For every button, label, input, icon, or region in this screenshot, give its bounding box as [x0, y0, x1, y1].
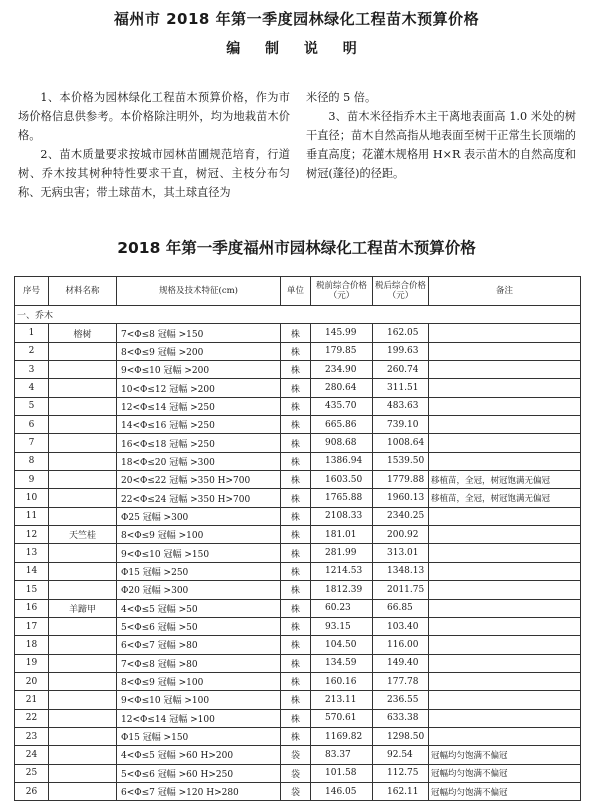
post-tax-price: 313.01: [373, 544, 429, 562]
remark-cell: [429, 617, 581, 635]
row-number: 1: [15, 324, 49, 342]
unit-cell: 株: [281, 379, 311, 397]
remark-cell: [429, 562, 581, 580]
spec-cell: 20<Φ≤22 冠幅 >350 H>700: [117, 471, 281, 489]
spec-cell: 4<Φ≤5 冠幅 >60 H>200: [117, 746, 281, 764]
spec-cell: 6<Φ≤7 冠幅 >120 H>280: [117, 782, 281, 800]
material-name: [49, 636, 117, 654]
spec-cell: 12<Φ≤14 冠幅 >100: [117, 709, 281, 727]
table-row: [15, 617, 581, 635]
table-row: [15, 452, 581, 470]
notes-left-column: [18, 88, 290, 202]
material-name: [49, 727, 117, 745]
material-name: [49, 397, 117, 415]
remark-cell: [429, 636, 581, 654]
row-number: 10: [15, 489, 49, 507]
remark-cell: [429, 416, 581, 434]
table-row: [15, 709, 581, 727]
table-title: 2018 年第一季度福州市园林绿化工程苗木预算价格: [117, 239, 476, 257]
pre-tax-price: 234.90: [311, 361, 373, 379]
col-header-pre-tax: 税前综合价格（元）: [311, 277, 373, 306]
unit-cell: 株: [281, 544, 311, 562]
unit-cell: 株: [281, 636, 311, 654]
post-tax-price: 1539.50: [373, 452, 429, 470]
pre-tax-price: 570.61: [311, 709, 373, 727]
spec-cell: Φ25 冠幅 >300: [117, 507, 281, 525]
material-name: [49, 782, 117, 800]
post-tax-price: 1960.13: [373, 489, 429, 507]
material-name: [49, 471, 117, 489]
spec-cell: 10<Φ≤12 冠幅 >200: [117, 379, 281, 397]
table-row: [15, 562, 581, 580]
material-name: 天竺桂: [49, 526, 117, 544]
post-tax-price: 311.51: [373, 379, 429, 397]
remark-cell: [429, 727, 581, 745]
unit-cell: 株: [281, 452, 311, 470]
table-row: [15, 324, 581, 342]
post-tax-price: 1348.13: [373, 562, 429, 580]
unit-cell: 株: [281, 562, 311, 580]
spec-cell: 4<Φ≤5 冠幅 >50: [117, 599, 281, 617]
table-row: [15, 471, 581, 489]
unit-cell: 株: [281, 361, 311, 379]
post-tax-price: 149.40: [373, 654, 429, 672]
table-row: [15, 599, 581, 617]
table-row: [15, 782, 581, 800]
pre-tax-price: 60.23: [311, 599, 373, 617]
post-tax-price: 66.85: [373, 599, 429, 617]
spec-cell: Φ20 冠幅 >300: [117, 581, 281, 599]
unit-cell: 株: [281, 654, 311, 672]
unit-cell: 株: [281, 617, 311, 635]
pre-tax-price: 104.50: [311, 636, 373, 654]
row-number: 7: [15, 434, 49, 452]
post-tax-price: 1008.64: [373, 434, 429, 452]
spec-cell: 8<Φ≤9 冠幅 >100: [117, 526, 281, 544]
price-table: [14, 276, 581, 801]
col-header-post-tax: 税后综合价格（元）: [373, 277, 429, 306]
spec-cell: 16<Φ≤18 冠幅 >250: [117, 434, 281, 452]
unit-cell: 株: [281, 507, 311, 525]
pre-tax-price: 179.85: [311, 342, 373, 360]
pre-tax-price: 281.99: [311, 544, 373, 562]
row-number: 26: [15, 782, 49, 800]
table-row: [15, 636, 581, 654]
table-row: [15, 434, 581, 452]
pre-tax-price: 280.64: [311, 379, 373, 397]
notes-right-column: [306, 88, 576, 183]
pre-tax-price: 1214.53: [311, 562, 373, 580]
unit-cell: 袋: [281, 746, 311, 764]
row-number: 9: [15, 471, 49, 489]
material-name: [49, 562, 117, 580]
note-paragraph-3: 3、苗木米径指乔木主干离地表面高 1.0 米处的树干直径；苗木自然高指从地表面至树干正常生长顶端的垂直高度；花灌木规格用 H×R 表示苗木的自然高度和树冠(蓬径)的径距。: [306, 110, 576, 180]
table-row: [15, 764, 581, 782]
post-tax-price: 177.78: [373, 672, 429, 690]
post-tax-price: 483.63: [373, 397, 429, 415]
spec-cell: 8<Φ≤9 冠幅 >100: [117, 672, 281, 690]
pre-tax-price: 181.01: [311, 526, 373, 544]
pre-tax-price: 146.05: [311, 782, 373, 800]
row-number: 2: [15, 342, 49, 360]
remark-cell: 冠幅均匀饱满不偏冠: [429, 764, 581, 782]
row-number: 21: [15, 691, 49, 709]
post-tax-price: 162.11: [373, 782, 429, 800]
table-header-row: [15, 277, 581, 306]
table-row: [15, 397, 581, 415]
remark-cell: [429, 507, 581, 525]
note-paragraph-2-continued: 米径的 5 倍。: [306, 91, 377, 104]
row-number: 3: [15, 361, 49, 379]
spec-cell: 8<Φ≤9 冠幅 >200: [117, 342, 281, 360]
unit-cell: 袋: [281, 782, 311, 800]
table-row: [15, 342, 581, 360]
spec-cell: 7<Φ≤8 冠幅 >80: [117, 654, 281, 672]
material-name: [49, 617, 117, 635]
remark-cell: 冠幅均匀饱满不偏冠: [429, 782, 581, 800]
row-number: 18: [15, 636, 49, 654]
remark-cell: [429, 379, 581, 397]
unit-cell: 株: [281, 526, 311, 544]
row-number: 14: [15, 562, 49, 580]
spec-cell: 7<Φ≤8 冠幅 >150: [117, 324, 281, 342]
pre-tax-price: 435.70: [311, 397, 373, 415]
spec-cell: 12<Φ≤14 冠幅 >250: [117, 397, 281, 415]
pre-tax-price: 1169.82: [311, 727, 373, 745]
category-label: 一、乔木: [15, 306, 581, 324]
table-row: [15, 746, 581, 764]
remark-cell: [429, 342, 581, 360]
remark-cell: [429, 526, 581, 544]
unit-cell: 株: [281, 342, 311, 360]
spec-cell: 5<Φ≤6 冠幅 >60 H>250: [117, 764, 281, 782]
spec-cell: 6<Φ≤7 冠幅 >80: [117, 636, 281, 654]
remark-cell: [429, 452, 581, 470]
post-tax-price: 199.63: [373, 342, 429, 360]
remark-cell: [429, 397, 581, 415]
material-name: [49, 361, 117, 379]
unit-cell: 株: [281, 691, 311, 709]
unit-cell: 株: [281, 709, 311, 727]
row-number: 5: [15, 397, 49, 415]
spec-cell: 9<Φ≤10 冠幅 >150: [117, 544, 281, 562]
row-number: 8: [15, 452, 49, 470]
post-tax-price: 739.10: [373, 416, 429, 434]
unit-cell: 袋: [281, 764, 311, 782]
pre-tax-price: 2108.33: [311, 507, 373, 525]
table-row: [15, 672, 581, 690]
table-row: [15, 507, 581, 525]
spec-cell: 5<Φ≤6 冠幅 >50: [117, 617, 281, 635]
remark-cell: [429, 691, 581, 709]
spec-cell: Φ15 冠幅 >150: [117, 727, 281, 745]
note-paragraph-2: 2、苗木质量要求按城市园林苗圃规范培育，行道树、乔木按其树种特性要求干直，树冠、主枝分布匀称、无病虫害；带土球苗木，其土球直径为: [18, 148, 290, 199]
material-name: [49, 434, 117, 452]
table-row: [15, 544, 581, 562]
col-header-no: 序号: [15, 277, 49, 306]
row-number: 22: [15, 709, 49, 727]
table-row: [15, 691, 581, 709]
row-number: 15: [15, 581, 49, 599]
row-number: 25: [15, 764, 49, 782]
pre-tax-price: 134.59: [311, 654, 373, 672]
pre-tax-price: 1386.94: [311, 452, 373, 470]
unit-cell: 株: [281, 581, 311, 599]
remark-cell: 移植苗，全冠，树冠饱满无偏冠: [429, 489, 581, 507]
note-paragraph-1: 1、本价格为园林绿化工程苗木预算价格，作为市场价格信息供参考。本价格除注明外，均为地栽苗木价格。: [18, 91, 290, 142]
pre-tax-price: 160.16: [311, 672, 373, 690]
table-row: [15, 489, 581, 507]
post-tax-price: 236.55: [373, 691, 429, 709]
material-name: [49, 452, 117, 470]
post-tax-price: 92.54: [373, 746, 429, 764]
spec-cell: 22<Φ≤24 冠幅 >350 H>700: [117, 489, 281, 507]
material-name: 榕树: [49, 324, 117, 342]
pre-tax-price: 665.86: [311, 416, 373, 434]
remark-cell: [429, 581, 581, 599]
table-row: [15, 654, 581, 672]
post-tax-price: 162.05: [373, 324, 429, 342]
pre-tax-price: 101.58: [311, 764, 373, 782]
material-name: [49, 654, 117, 672]
row-number: 12: [15, 526, 49, 544]
category-row: [15, 306, 581, 324]
pre-tax-price: 213.11: [311, 691, 373, 709]
spec-cell: 14<Φ≤16 冠幅 >250: [117, 416, 281, 434]
unit-cell: 株: [281, 416, 311, 434]
post-tax-price: 260.74: [373, 361, 429, 379]
pre-tax-price: 145.99: [311, 324, 373, 342]
post-tax-price: 2340.25: [373, 507, 429, 525]
table-row: [15, 526, 581, 544]
material-name: [49, 764, 117, 782]
material-name: [49, 746, 117, 764]
post-tax-price: 1779.88: [373, 471, 429, 489]
remark-cell: [429, 434, 581, 452]
material-name: [49, 507, 117, 525]
pre-tax-price: 908.68: [311, 434, 373, 452]
post-tax-price: 116.00: [373, 636, 429, 654]
remark-cell: [429, 361, 581, 379]
row-number: 19: [15, 654, 49, 672]
material-name: 羊蹄甲: [49, 599, 117, 617]
remark-cell: [429, 709, 581, 727]
col-header-spec: 规格及技术特征(cm): [117, 277, 281, 306]
material-name: [49, 544, 117, 562]
post-tax-price: 1298.50: [373, 727, 429, 745]
document-title: 福州市 2018 年第一季度园林绿化工程苗木预算价格: [113, 10, 480, 28]
col-header-name: 材料名称: [49, 277, 117, 306]
pre-tax-price: 1603.50: [311, 471, 373, 489]
row-number: 6: [15, 416, 49, 434]
table-row: [15, 581, 581, 599]
row-number: 20: [15, 672, 49, 690]
remark-cell: [429, 672, 581, 690]
document-subtitle: 编 制 说 明: [226, 41, 367, 57]
spec-cell: 9<Φ≤10 冠幅 >100: [117, 691, 281, 709]
remark-cell: [429, 654, 581, 672]
row-number: 11: [15, 507, 49, 525]
material-name: [49, 342, 117, 360]
remark-cell: 移植苗，全冠，树冠饱满无偏冠: [429, 471, 581, 489]
material-name: [49, 672, 117, 690]
row-number: 16: [15, 599, 49, 617]
remark-cell: 冠幅均匀饱满不偏冠: [429, 746, 581, 764]
row-number: 4: [15, 379, 49, 397]
col-header-unit: 单位: [281, 277, 311, 306]
material-name: [49, 691, 117, 709]
unit-cell: 株: [281, 434, 311, 452]
material-name: [49, 416, 117, 434]
post-tax-price: 112.75: [373, 764, 429, 782]
pre-tax-price: 83.37: [311, 746, 373, 764]
post-tax-price: 103.40: [373, 617, 429, 635]
table-row: [15, 416, 581, 434]
pre-tax-price: 1765.88: [311, 489, 373, 507]
unit-cell: 株: [281, 397, 311, 415]
table-row: [15, 727, 581, 745]
material-name: [49, 709, 117, 727]
row-number: 13: [15, 544, 49, 562]
post-tax-price: 200.92: [373, 526, 429, 544]
pre-tax-price: 93.15: [311, 617, 373, 635]
unit-cell: 株: [281, 727, 311, 745]
remark-cell: [429, 324, 581, 342]
row-number: 17: [15, 617, 49, 635]
col-header-remark: 备注: [429, 277, 581, 306]
pre-tax-price: 1812.39: [311, 581, 373, 599]
unit-cell: 株: [281, 324, 311, 342]
spec-cell: Φ15 冠幅 >250: [117, 562, 281, 580]
remark-cell: [429, 544, 581, 562]
table-row: [15, 379, 581, 397]
unit-cell: 株: [281, 599, 311, 617]
material-name: [49, 581, 117, 599]
remark-cell: [429, 599, 581, 617]
material-name: [49, 489, 117, 507]
post-tax-price: 633.38: [373, 709, 429, 727]
post-tax-price: 2011.75: [373, 581, 429, 599]
spec-cell: 18<Φ≤20 冠幅 >300: [117, 452, 281, 470]
table-row: [15, 361, 581, 379]
material-name: [49, 379, 117, 397]
row-number: 23: [15, 727, 49, 745]
unit-cell: 株: [281, 489, 311, 507]
unit-cell: 株: [281, 672, 311, 690]
spec-cell: 9<Φ≤10 冠幅 >200: [117, 361, 281, 379]
unit-cell: 株: [281, 471, 311, 489]
row-number: 24: [15, 746, 49, 764]
